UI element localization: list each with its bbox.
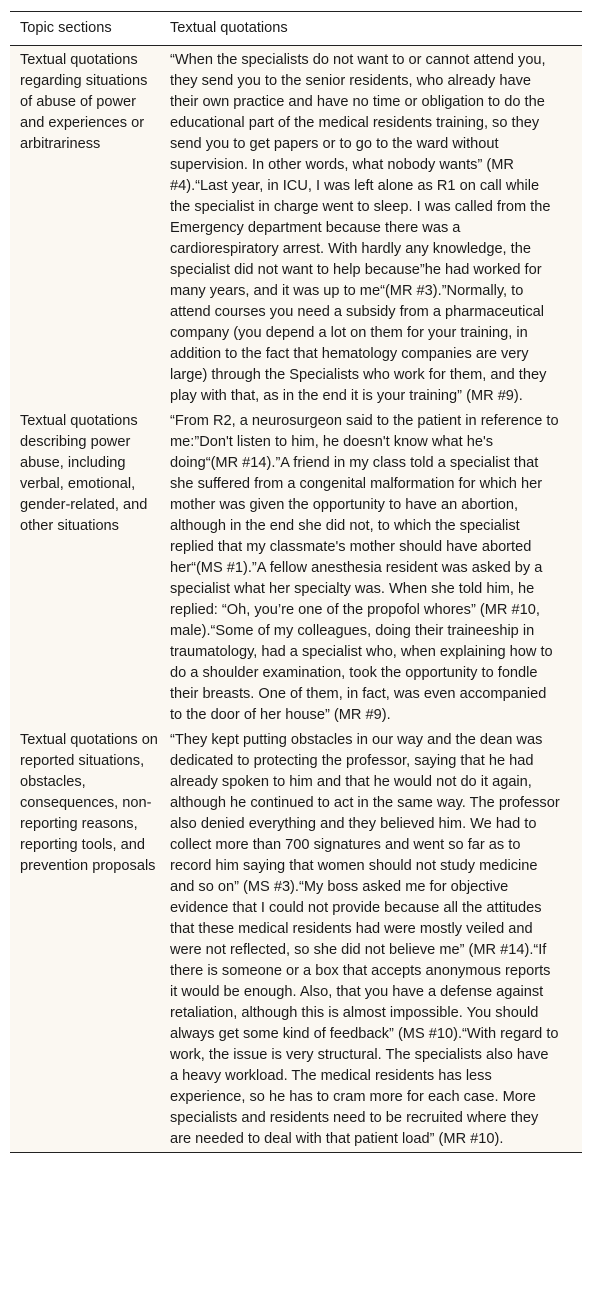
- quotations-table: [10, 11, 582, 1153]
- topic-cell: Textual quotations on reported situations, obstacles, consequences, non-reporting reasons, reporting tools, and prevention proposals: [20, 732, 158, 874]
- quotations-table-container: [10, 11, 582, 1153]
- topic-cell: Textual quotations regarding situations of abuse of power and experiences or arbitrariness: [20, 52, 148, 152]
- table-row: [10, 726, 582, 1153]
- table-row: [10, 46, 582, 408]
- table-header-row: [10, 12, 582, 46]
- header-topic-sections: Topic sections: [10, 12, 158, 46]
- topic-cell: Textual quotations describing power abuse, including verbal, emotional, gender-related, and other situations: [20, 413, 148, 534]
- quote-cell: “They kept putting obstacles in our way and the dean was dedicated to protecting the professor, saying that he had already spoken to him and that he would not do it again, although he continued to act in the same way. The professor also denied everything and they believed him. We had to collect more than 700 signatures and went so far as to record him saying that women should not study medicine and so on” (MS #3).“My boss asked me for objective evidence that I could not provide because all the attitudes that these medical residents had were mostly veiled and were not reflected, so she did not believe me” (MR #14).“If there is someone or a box that accepts anonymous reports it would be enough. Also, that you have a defense against retaliation, although this is almost impossible. You should always get some kind of feedback” (MS #10).“With regard to work, the issue is very structural. The specialists also have a heavy workload. The medical residents has less experience, so he has to cram more for each case. More specialists and residents need to be recruited where they are needed to deal with that patient load” (MR #10).: [170, 732, 560, 1147]
- quote-cell: “From R2, a neurosurgeon said to the patient in reference to me:”Don't listen to him, he doesn't know what he's doing“(MR #14).”A friend in my class told a specialist that she suffered from a congenital malformation for which her mother was given the opportunity to have an abortion, although in the end she did not, to which the specialist replied that my classmate's mother should have aborted her“(MS #1).”A fellow anesthesia resident was asked by a specialist what her specialty was. When she told him, he replied: “Oh, you’re one of the propofol whores” (MR #10, male).“Some of my colleagues, doing their traineeship in traumatology, had a specialist who, when explaining how to do a shoulder examination, took the opportunity to fondle their breasts. One of them, in fact, was even accompanied to the door of her house” (MR #9).: [170, 413, 559, 723]
- header-textual-quotations: Textual quotations: [158, 12, 582, 46]
- quote-cell: “When the specialists do not want to or cannot attend you, they send you to the senior residents, who already have their own practice and have no time or obligation to do the educational part of the medical residents training, so they send you to get papers or to go to the ward without supervision. In other words, what nobody wants” (MR #4).“Last year, in ICU, I was left alone as R1 on call while the specialist in charge went to sleep. I was called from the Emergency department because there was a cardiorespiratory arrest. With hardly any knowledge, the specialist did not want to help because”he had worked for many years, and it was up to me“(MR #3).”Normally, to attend courses you need a subsidy from a pharmaceutical company (you depend a lot on them for your training, in addition to the fact that hematology companies are very large) through the Specialists who work for them, and they play with that, as in the end it is your training” (MR #9).: [170, 52, 551, 404]
- table-row: [10, 407, 582, 726]
